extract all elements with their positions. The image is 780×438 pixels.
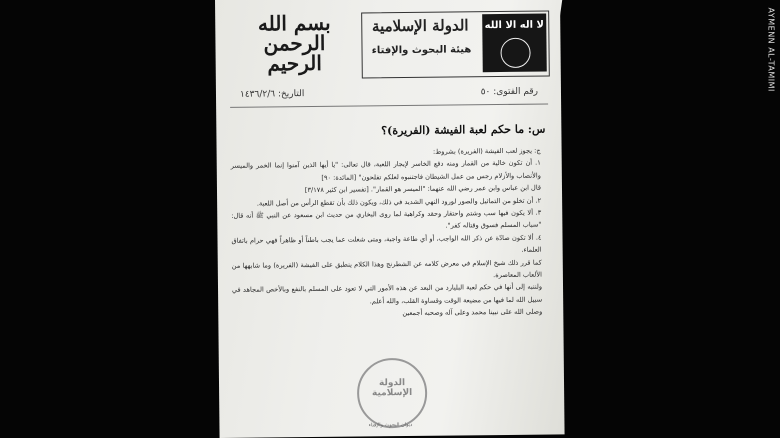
stamp-text: الدولة الإسلامية <box>371 378 413 399</box>
paragraph: وصلى الله على نبينا محمد وعلى آله وصحبه أجمعين <box>402 307 543 318</box>
document-header <box>223 6 554 87</box>
credit-text: AYMENN AL-TAMIMI <box>766 7 776 92</box>
paragraph: ٤. ألا تكون صادّة عن ذكر الله الواجب، أو أي طاعة واجبة، ومتى شغلت عما يجب باطناً أو ظاهراً فهي حرام باتفاق العلماء. <box>231 233 542 255</box>
paragraph: كما قرر ذلك شيخ الإسلام في معرض كلامه عن الشطرنج وهذا الكلام ينطبق على الفيشة (الفريرة) وما شابهها من الألعاب المعاصرة. <box>231 258 542 280</box>
paragraph: ١. أن تكون خالية من القمار ومنه دفع الخاسر لإيجار اللعبة، قال تعالى: "يا أيها الذين آمنوا إنما الخمر والميسر والأنصاب والأزلام رجس من عمل الشيطان فاجتنبوه لعلكم تفلحون" [المائدة: ٩٠] <box>230 159 541 182</box>
fatwa-document <box>215 0 565 438</box>
official-stamp <box>357 358 428 429</box>
state-name: الدولة الإسلامية <box>371 16 469 36</box>
state-letterhead <box>361 11 550 79</box>
paragraph: ج: يجوز لعب الفيشة (الفريرة) بشروط: <box>432 146 541 156</box>
stamp-subtext: ديوان البحوث والإفتاء <box>368 421 413 429</box>
paragraph: ٣. ألا يكون فيها سب وشتم واحتقار وحقد وكراهية لما روى البخاري من حديث ابن مسعود عن النبي ﷺ أنه قال: "سباب المسلم فسوق وقتاله كفر". <box>231 208 542 231</box>
photo-credit <box>764 0 778 438</box>
seal-icon <box>500 38 530 68</box>
paragraph: ٢. أن تخلو من التماثيل والصور لورود النهي الشديد في ذلك، ويكون ذلك بأن تقطع الرأس من أصل اللعبة. <box>256 196 542 208</box>
flag-text: لا اله الا الله <box>484 19 545 32</box>
fatwa-date: التاريخ: ١٤٣٦/٢/٦ <box>239 89 305 100</box>
fatwa-body <box>231 145 543 322</box>
black-flag-logo <box>482 14 547 73</box>
paragraph: قال ابن عباس وابن عمر رضي الله عنهما: "الميسر هو القمار". [تفسير ابن كثير ٣/١٧٨] <box>304 183 542 195</box>
fatwa-number: رقم الفتوى: ٥٠ <box>480 86 539 98</box>
header-divider <box>230 104 548 108</box>
paragraph: ولننبه إلى أنها في حكم لعبة البليارد من البعد عن هذه الأمور التي لا تعود على المسلم بالنفع وبالأخص المجاهد في سبيل الله لما فيها من مضيعة الوقت وقساوة القلب، والله أعلم. <box>231 283 543 306</box>
basmala: بسم الله الرحمن الرحيم <box>257 10 331 76</box>
fatwa-question: س: ما حكم لعبة الفيشة (الفريرة)؟ <box>381 122 546 138</box>
department-name: هيئة البحوث والإفتاء <box>371 44 472 57</box>
document-meta <box>230 87 548 104</box>
